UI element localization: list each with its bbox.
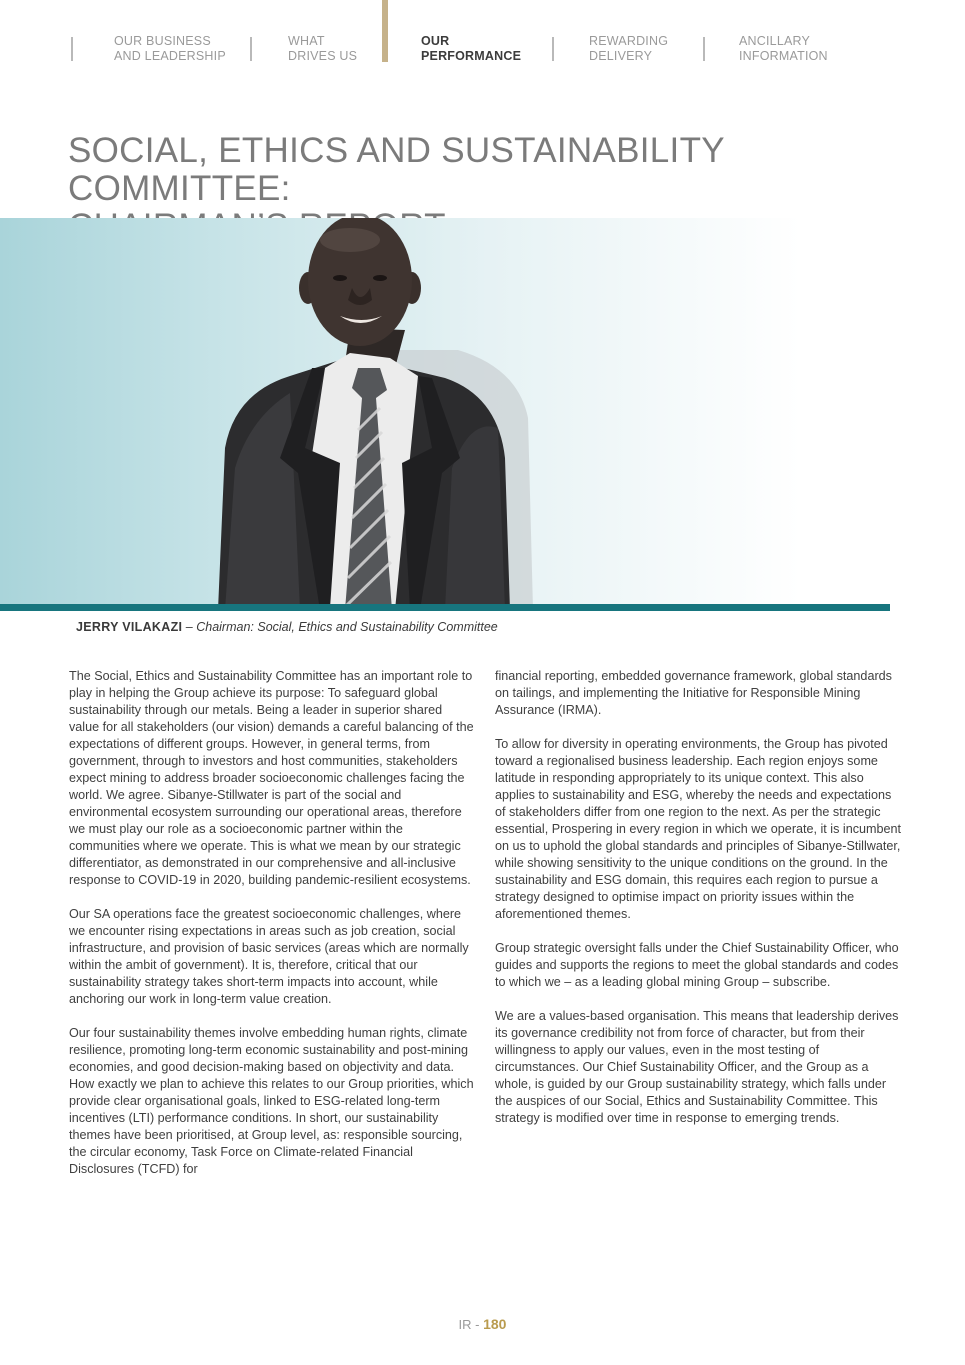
nav-separator xyxy=(552,37,554,61)
body-column-right xyxy=(495,668,905,1144)
nav-item-line: WHAT xyxy=(288,34,325,48)
nav-item-line: PERFORMANCE xyxy=(421,49,522,63)
chairman-portrait xyxy=(180,218,600,610)
nav-item-line: DRIVES US xyxy=(288,49,358,63)
paragraph: Our four sustainability themes involve embedding human rights, climate resilience, promoting long-term economic sustainability and post-mining economies, and good decision-making based on objectivity and data. How exactly we plan to achieve this relates to our Group priorities, which provide clear organisational goals, linked to ESG-related long-term incentives (LTI) performance conditions. In short, our sustainability themes have been prioritised, at Group level, as: responsible sourcing, the circular economy, Task Force on Climate-related Financial Disclosures (TCFD) for xyxy=(69,1026,474,1176)
nav-item-rewarding-delivery[interactable] xyxy=(589,34,668,64)
nav-item-ancillary-information[interactable] xyxy=(739,34,828,64)
nav-active-indicator xyxy=(382,0,388,62)
nav-item-line: REWARDING xyxy=(589,34,669,48)
nav-item-our-business[interactable] xyxy=(114,34,226,64)
nav-item-line: ANCILLARY xyxy=(739,34,811,48)
paragraph: We are a values-based organisation. This means that leadership derives its governance credibility not from force of character, but from their willingness to apply our values, even in the most testing of circumstances. Our Chief Sustainability Officer, and the Group as a whole, is guided by our Group sustainability strategy, which falls under the auspices of our Social, Ethics and Sustainability Committee. This strategy is modified over time in response to emerging trends. xyxy=(495,1009,899,1125)
paragraph: Our SA operations face the greatest socioeconomic challenges, where we encounter rising expectations in areas such as job creation, social infrastructure, and provision of basic services (areas which are normally within the ambit of government). It is, therefore, critical that our sustainability strategy takes short-term impacts into account, while anchoring our work in long-term value creation. xyxy=(69,907,469,1006)
footer-prefix: IR - xyxy=(458,1317,484,1332)
nav-item-our-performance[interactable] xyxy=(421,34,521,64)
nav-separator xyxy=(71,37,73,61)
nav-item-what-drives-us[interactable] xyxy=(288,34,357,64)
nav-item-line: AND LEADERSHIP xyxy=(114,49,226,63)
nav-separator xyxy=(703,37,705,61)
page-footer xyxy=(0,1316,965,1332)
page-number: 180 xyxy=(483,1316,507,1332)
portrait-caption xyxy=(76,620,498,634)
nav-item-line: INFORMATION xyxy=(739,49,828,63)
caption-role: Chairman: Social, Ethics and Sustainability Committee xyxy=(196,620,498,634)
paragraph: The Social, Ethics and Sustainability Committee has an important role to play in helping the Group achieve its purpose: To safeguard global sustainability through our metals. Being a leader in superior shared value for all stakeholders (our vision) demands a careful balancing of the expectations of different groups. However, in general terms, from government, through to investors and host communities, stakeholders expect mining to address broader socioeconomic challenges facing the world. We agree. Sibanye-Stillwater is part of the social and environmental ecosystem surrounding our operational areas, therefore we must play our role as a socioeconomic partner within the communities where we operate. This is what we mean by our strategic differentiator, as demonstrated in our comprehensive and all-inclusive response to COVID-19 in 2020, building pandemic-resilient ecosystems. xyxy=(69,669,474,887)
caption-name: JERRY VILAKAZI xyxy=(76,620,183,634)
nav-item-line: OUR xyxy=(421,34,450,48)
paragraph: To allow for diversity in operating environments, the Group has pivoted toward a regionalised business leadership. Each region enjoys some latitude in responding appropriately to its unique context. This also applies to sustainability and ESG, whereby the needs and expectations of stakeholders differ from one region to the next. As per the strategic essential, Prospering in every region in which we operate, it is incumbent on us to uphold the global standards and principles of Sibanye-Stillwater, while showing sensitivity to the unique conditions on the ground. In the sustainability and ESG domain, this requires each region to pursue a strategy designed to optimise impact on priority issues within the aforementioned themes. xyxy=(495,737,902,921)
body-column-left xyxy=(69,668,474,1195)
top-navigation xyxy=(0,0,965,70)
paragraph: Group strategic oversight falls under the Chief Sustainability Officer, who guides and supports the regions to meet the global standards and codes to which we – as a leading global mining Group – subscribe. xyxy=(495,941,899,989)
nav-item-line: OUR BUSINESS xyxy=(114,34,211,48)
hero-divider xyxy=(0,604,890,611)
page-title-line: SOCIAL, ETHICS AND SUSTAINABILITY COMMITTEE: xyxy=(68,131,725,208)
hero-banner xyxy=(0,218,890,610)
nav-separator xyxy=(250,37,252,61)
nav-item-line: DELIVERY xyxy=(589,49,653,63)
caption-dash: – xyxy=(182,620,197,634)
paragraph: financial reporting, embedded governance framework, global standards on tailings, and implementing the Initiative for Responsible Mining Assurance (IRMA). xyxy=(495,669,892,717)
